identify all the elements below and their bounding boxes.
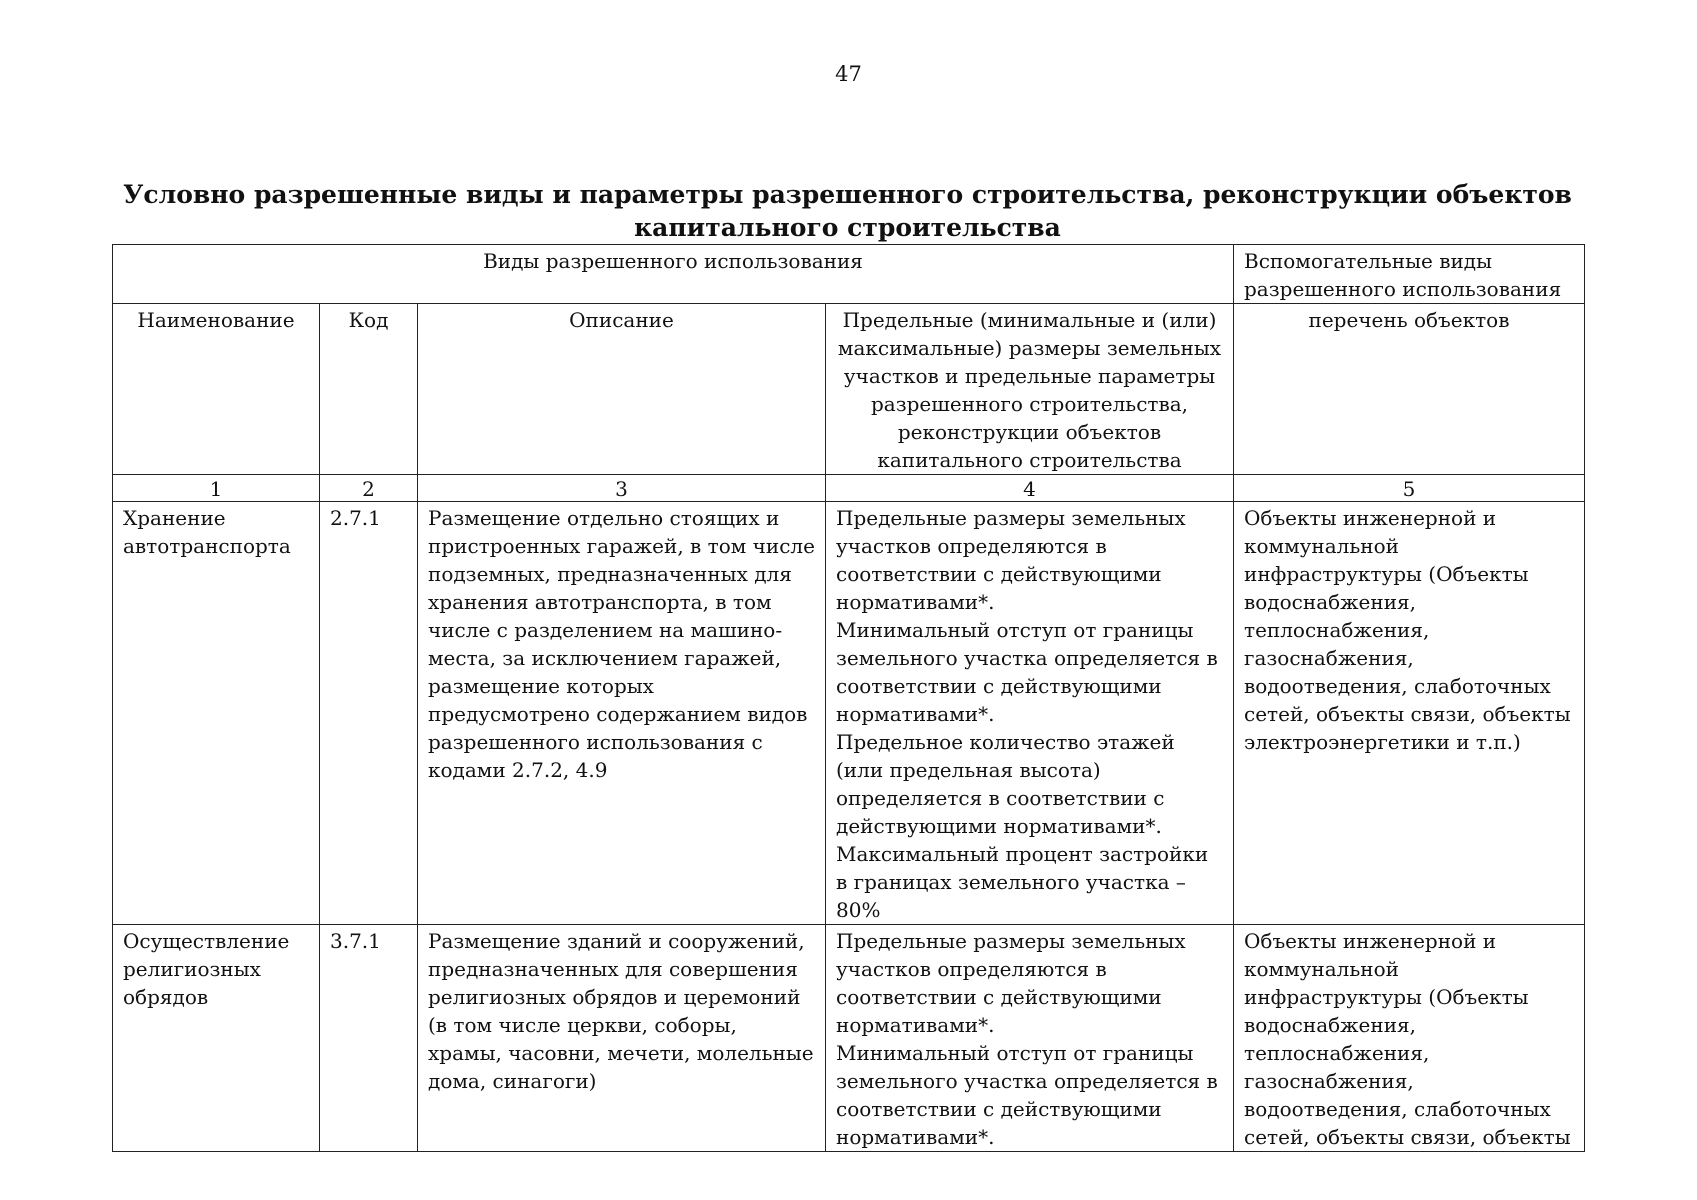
cell-auxiliary-objects: Объекты инженерной и коммунальной инфраструктуры (Объекты водоснабжения, теплоснабжения, газоснабжения, водоотведения, слаботочных сетей, объекты связи, объекты — [1234, 925, 1585, 1152]
cell-description: Размещение отдельно стоящих и пристроенных гаражей, в том числе подземных, предназначенных для хранения автотранспорта, в том числе с разделением на машино-места, за исключением гаражей, размещение которых предусмотрено содержанием видов разрешенного использования с кодами 2.7.2, 4.9 — [418, 502, 826, 925]
cell-code: 3.7.1 — [320, 925, 418, 1152]
group-header-auxiliary: Вспомогательные виды разрешенного использования — [1234, 245, 1585, 304]
table-row — [113, 925, 1585, 1152]
table-column-header-row — [113, 304, 1585, 475]
cell-parameters: Предельные размеры земельных участков определяются в соответствии с действующими нормативами*. Минимальный отступ от границы земельного участка определяется в соответствии с действующими нормативами*. — [826, 925, 1234, 1152]
column-number: 4 — [826, 475, 1234, 502]
cell-name: Осуществление религиозных обрядов — [113, 925, 320, 1152]
cell-name: Хранение автотранспорта — [113, 502, 320, 925]
group-header-main: Виды разрешенного использования — [113, 245, 1234, 304]
table-row — [113, 502, 1585, 925]
column-header-name: Наименование — [113, 304, 320, 475]
column-number: 3 — [418, 475, 826, 502]
column-header-code: Код — [320, 304, 418, 475]
cell-description: Размещение зданий и сооружений, предназначенных для совершения религиозных обрядов и церемоний (в том числе церкви, соборы, храмы, часовни, мечети, молельные дома, синагоги) — [418, 925, 826, 1152]
column-number: 5 — [1234, 475, 1585, 502]
column-header-description: Описание — [418, 304, 826, 475]
column-number: 2 — [320, 475, 418, 502]
column-header-objects-list: перечень объектов — [1234, 304, 1585, 475]
table-column-number-row — [113, 475, 1585, 502]
page-number: 47 — [835, 62, 862, 86]
cell-parameters: Предельные размеры земельных участков определяются в соответствии с действующими нормативами*. Минимальный отступ от границы земельного участка определяется в соответствии с действующими нормативами*. Предельное количество этажей (или предельная высота) определяется в соответствии с действующими нормативами*. Максимальный процент застройки в границах земельного участка – 80% — [826, 502, 1234, 925]
permitted-use-table — [112, 244, 1585, 1152]
column-number: 1 — [113, 475, 320, 502]
cell-auxiliary-objects: Объекты инженерной и коммунальной инфраструктуры (Объекты водоснабжения, теплоснабжения, газоснабжения, водоотведения, слаботочных сетей, объекты связи, объекты электроэнергетики и т.п.) — [1234, 502, 1585, 925]
cell-code: 2.7.1 — [320, 502, 418, 925]
table-group-header-row — [113, 245, 1585, 304]
column-header-parameters: Предельные (минимальные и (или) максимальные) размеры земельных участков и предельные параметры разрешенного строительства, реконструкции объектов капитального строительства — [826, 304, 1234, 475]
document-title: Условно разрешенные виды и параметры разрешенного строительства, реконструкции объектов капитального строительства — [123, 180, 1572, 242]
